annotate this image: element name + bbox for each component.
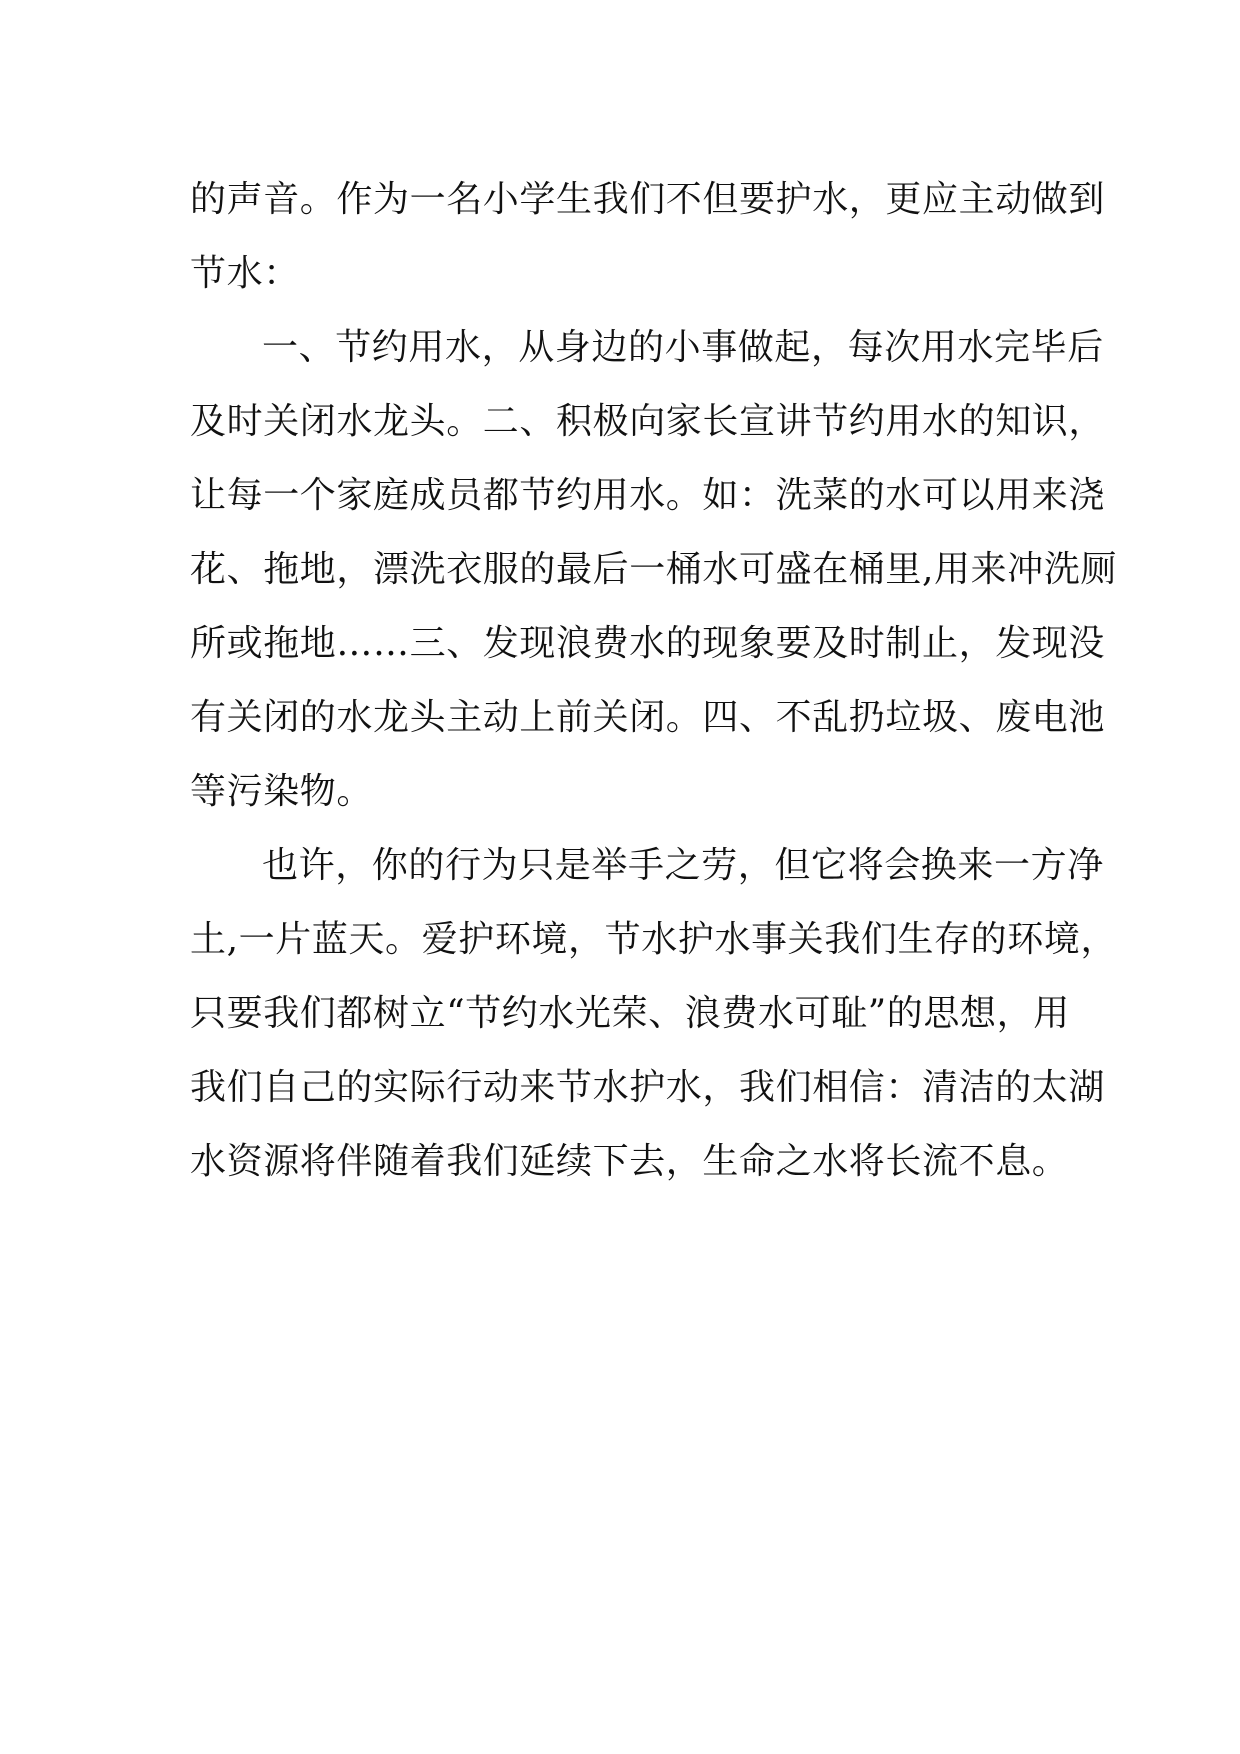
text-line: 所或拖地……三、发现浪费水的现象要及时制止，发现没 [190, 623, 1106, 664]
paragraph-start-line: 一、节约用水，从身边的小事做起，每次用水完毕后 [262, 327, 1104, 368]
text-line: 及时关闭水龙头。二、积极向家长宣讲节约用水的知识， [190, 401, 1106, 442]
text-line: 有关闭的水龙头主动上前关闭。四、不乱扔垃圾、废电池 [190, 697, 1106, 738]
text-line: 让每一个家庭成员都节约用水。如：洗菜的水可以用来浇 [190, 475, 1106, 516]
paragraph-start-line: 也许，你的行为只是举手之劳，但它将会换来一方净 [262, 845, 1104, 886]
text-line: 只要我们都树立“节约水光荣、浪费水可耻”的思想，用 [190, 993, 1070, 1034]
text-line: 花、拖地，漂洗衣服的最后一桶水可盛在桶里,用来冲洗厕 [190, 549, 1118, 590]
text-line: 水资源将伴随着我们延续下去，生命之水将长流不息。 [190, 1141, 1069, 1182]
text-line: 土,一片蓝天。爱护环境，节水护水事关我们生存的环境， [190, 919, 1118, 960]
text-line: 节水： [190, 253, 300, 294]
text-line: 等污染物。 [190, 771, 374, 812]
text-line: 的声音。作为一名小学生我们不但要护水，更应主动做到 [190, 179, 1106, 220]
text-line: 我们自己的实际行动来节水护水，我们相信：清洁的太湖 [190, 1067, 1106, 1108]
